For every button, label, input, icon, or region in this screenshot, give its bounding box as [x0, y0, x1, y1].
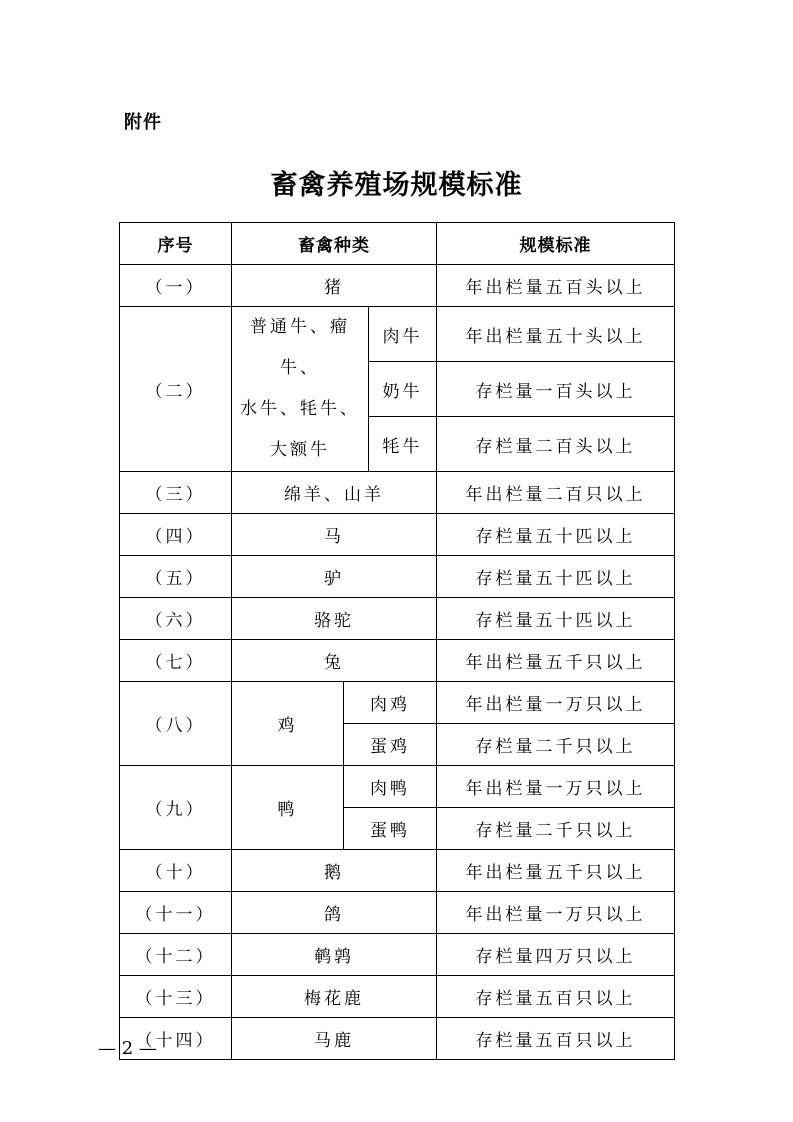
row-standard: 存栏量五十匹以上	[437, 514, 675, 556]
row-standard: 存栏量二百头以上	[437, 417, 675, 472]
row-standard: 年出栏量一万只以上	[437, 682, 675, 724]
table-row	[120, 307, 675, 362]
row-subtype: 蛋鸭	[344, 808, 437, 850]
row-no: （十一）	[120, 892, 232, 934]
row-standard: 年出栏量五千只以上	[437, 850, 675, 892]
row-standard: 年出栏量五十头以上	[437, 307, 675, 362]
row-subtype: 蛋鸡	[344, 724, 437, 766]
page-number: — 2 —	[98, 1038, 157, 1059]
row-no: （一）	[120, 265, 232, 307]
table-row	[120, 892, 675, 934]
table-row	[120, 556, 675, 598]
row-species: 猪	[232, 265, 437, 307]
row-standard: 存栏量四万只以上	[437, 934, 675, 976]
table-row	[120, 850, 675, 892]
table-row	[120, 598, 675, 640]
row-no: （三）	[120, 472, 232, 514]
row-standard: 存栏量五十匹以上	[437, 556, 675, 598]
cattle-group-line: 普通牛、瘤牛、	[250, 317, 350, 378]
row-species: 驴	[232, 556, 437, 598]
row-standard: 年出栏量五百头以上	[437, 265, 675, 307]
table-row	[120, 640, 675, 682]
row-species: 鸭	[232, 766, 344, 850]
row-subtype: 肉牛	[369, 307, 437, 362]
row-no: （六）	[120, 598, 232, 640]
table-row	[120, 934, 675, 976]
row-no: （四）	[120, 514, 232, 556]
row-standard: 存栏量五百只以上	[437, 976, 675, 1018]
standards-table	[119, 222, 675, 1060]
table-header-row	[120, 223, 675, 265]
table-row	[120, 514, 675, 556]
row-subtype: 奶牛	[369, 362, 437, 417]
row-standard: 存栏量二千只以上	[437, 724, 675, 766]
row-no: （二）	[120, 307, 232, 472]
row-standard: 年出栏量一万只以上	[437, 892, 675, 934]
row-species: 兔	[232, 640, 437, 682]
row-standard: 年出栏量一万只以上	[437, 766, 675, 808]
header-no: 序号	[120, 223, 232, 265]
row-species: 绵羊、山羊	[232, 472, 437, 514]
row-standard: 存栏量二千只以上	[437, 808, 675, 850]
row-no: （十二）	[120, 934, 232, 976]
row-no: （七）	[120, 640, 232, 682]
row-species: 梅花鹿	[232, 976, 437, 1018]
row-subtype: 牦牛	[369, 417, 437, 472]
row-no: （十）	[120, 850, 232, 892]
header-standard: 规模标准	[437, 223, 675, 265]
row-no: （十四）	[120, 1018, 232, 1060]
cattle-group-cell	[232, 307, 369, 472]
row-species: 马	[232, 514, 437, 556]
table-row	[120, 682, 675, 724]
row-species: 骆驼	[232, 598, 437, 640]
row-no: （九）	[120, 766, 232, 850]
row-species: 鹅	[232, 850, 437, 892]
row-standard: 年出栏量二百只以上	[437, 472, 675, 514]
document-title: 畜禽养殖场规模标准	[270, 170, 523, 201]
row-no: （五）	[120, 556, 232, 598]
table-row	[120, 472, 675, 514]
row-species: 鸽	[232, 892, 437, 934]
row-subtype: 肉鸡	[344, 682, 437, 724]
row-subtype: 肉鸭	[344, 766, 437, 808]
row-standard: 存栏量五百只以上	[437, 1018, 675, 1060]
table-row	[120, 265, 675, 307]
attachment-label: 附件	[124, 112, 162, 133]
table-row	[120, 976, 675, 1018]
header-species: 畜禽种类	[232, 223, 437, 265]
row-species: 马鹿	[232, 1018, 437, 1060]
row-standard: 存栏量一百头以上	[437, 362, 675, 417]
table-row	[120, 766, 675, 808]
row-standard: 存栏量五十匹以上	[437, 598, 675, 640]
table-row	[120, 1018, 675, 1060]
row-no: （八）	[120, 682, 232, 766]
cattle-group-line: 水牛、牦牛、	[240, 399, 360, 419]
row-standard: 年出栏量五千只以上	[437, 640, 675, 682]
row-species: 鸡	[232, 682, 344, 766]
row-species: 鹌鹑	[232, 934, 437, 976]
cattle-group-line: 大额牛	[270, 440, 330, 460]
row-no: （十三）	[120, 976, 232, 1018]
